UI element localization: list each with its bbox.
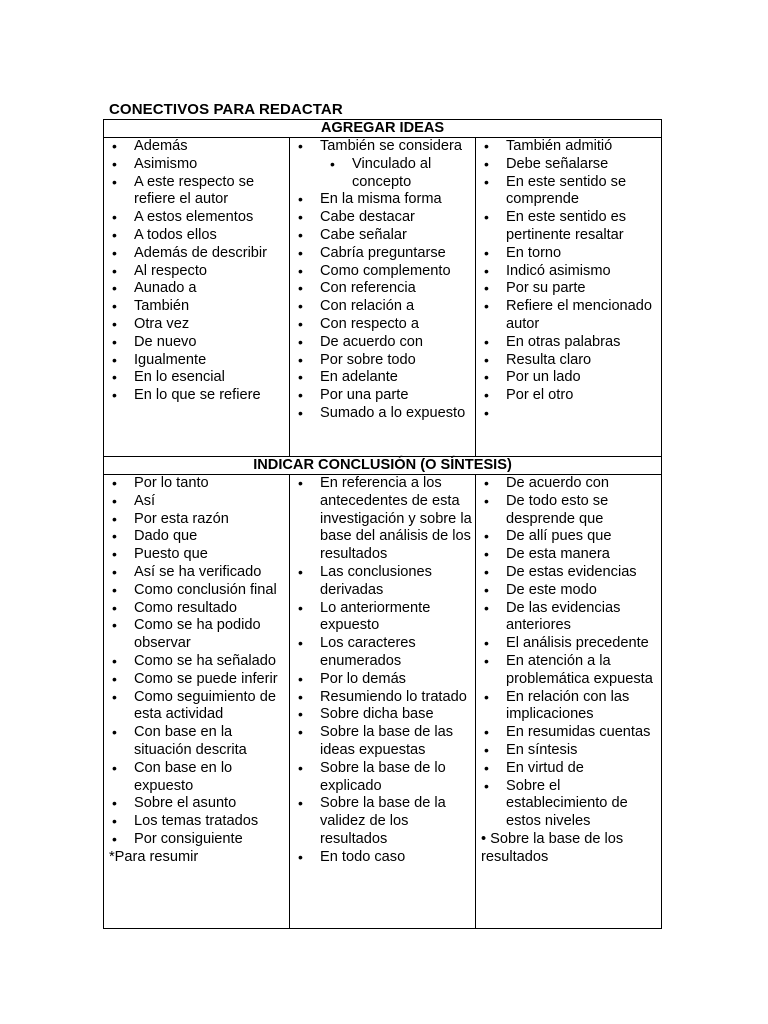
list-item: • Además de describir: [108, 245, 286, 263]
note-line: *Para resumir: [109, 848, 199, 865]
list-item: • A estos elementos: [108, 209, 286, 227]
conclusion-column-1: [104, 475, 290, 929]
conclusion-list-3: [480, 475, 658, 831]
list-item: • Por su parte: [480, 280, 658, 298]
list-item: • En lo que se refiere: [108, 387, 286, 405]
document-title: CONECTIVOS PARA REDACTAR: [109, 101, 343, 118]
list-item: • Las conclusiones derivadas: [294, 564, 472, 600]
list-item: • Con relación a: [294, 298, 472, 316]
section-row-agregar: [104, 138, 662, 457]
list-item: • En resumidas cuentas: [480, 724, 658, 742]
list-item: • Con respecto a: [294, 316, 472, 334]
list-item: • De nuevo: [108, 334, 286, 352]
list-item: • Sobre la base de lo explicado: [294, 760, 472, 796]
list-item: • También admitió: [480, 138, 658, 156]
list-item: • De acuerdo con: [294, 334, 472, 352]
list-item: • En este sentido se comprende: [480, 174, 658, 210]
list-item: • Resumiendo lo tratado: [294, 689, 472, 707]
list-item: • En adelante: [294, 369, 472, 387]
list-item: • Dado que: [108, 528, 286, 546]
list-item: • Cabe señalar: [294, 227, 472, 245]
list-item: • Sobre el asunto: [108, 795, 286, 813]
connectors-table: [103, 119, 662, 929]
list-item: • En la misma forma: [294, 191, 472, 209]
list-item: • Así: [108, 493, 286, 511]
list-item: • Por lo tanto: [108, 475, 286, 493]
list-item: • A todos ellos: [108, 227, 286, 245]
agregar-column-2: [290, 138, 476, 457]
list-item: • Los temas tratados: [108, 813, 286, 831]
conclusion-list-2: [294, 475, 472, 867]
list-item: • Además: [108, 138, 286, 156]
list-item: • Por una parte: [294, 387, 472, 405]
list-item: • Los caracteres enumerados: [294, 635, 472, 671]
list-item: • Sobre dicha base: [294, 706, 472, 724]
list-item: • Asimismo: [108, 156, 286, 174]
list-item: • De estas evidencias: [480, 564, 658, 582]
list-item: • Lo anteriormente expuesto: [294, 600, 472, 636]
tail-line: • Sobre la base de los resultados: [481, 830, 624, 865]
agregar-list-2b: [294, 191, 472, 422]
conclusion-column-3: [476, 475, 662, 929]
list-item: • De todo esto se desprende que: [480, 493, 658, 529]
list-item: • Cabría preguntarse: [294, 245, 472, 263]
list-item: • Por el otro: [480, 387, 658, 405]
list-item: • En virtud de: [480, 760, 658, 778]
conclusion-list-1: [108, 475, 286, 849]
list-item: • Debe señalarse: [480, 156, 658, 174]
list-item: • En lo esencial: [108, 369, 286, 387]
list-item: • Como se ha podido observar: [108, 617, 286, 653]
list-item: • De este modo: [480, 582, 658, 600]
list-item: • En todo caso: [294, 849, 472, 867]
list-item: • Como conclusión final: [108, 582, 286, 600]
section-header-conclusion: [104, 457, 662, 475]
list-item: • También: [108, 298, 286, 316]
agregar-column-1: [104, 138, 290, 457]
list-item: • Como seguimiento de esta actividad: [108, 689, 286, 725]
list-item: • Por lo demás: [294, 671, 472, 689]
list-item: • Por un lado: [480, 369, 658, 387]
list-item: • Cabe destacar: [294, 209, 472, 227]
section-heading-agregar: AGREGAR IDEAS: [104, 120, 662, 138]
list-item: • En síntesis: [480, 742, 658, 760]
list-item: • En otras palabras: [480, 334, 658, 352]
list-item: • En este sentido es pertinente resaltar: [480, 209, 658, 245]
list-item: • En torno: [480, 245, 658, 263]
list-item: • Por consiguiente: [108, 831, 286, 849]
section-row-conclusion: [104, 475, 662, 929]
list-item: • En relación con las implicaciones: [480, 689, 658, 725]
list-item: • Al respecto: [108, 263, 286, 281]
list-subitem: • Vinculado al concepto: [294, 156, 472, 192]
list-item: • Con base en la situación descrita: [108, 724, 286, 760]
conclusion-column-2: [290, 475, 476, 929]
list-item: • Puesto que: [108, 546, 286, 564]
list-item: • Por esta razón: [108, 511, 286, 529]
list-item: • De esta manera: [480, 546, 658, 564]
list-item: • Sobre el establecimiento de estos niveles: [480, 778, 658, 831]
list-item: • Sobre la base de las ideas expuestas: [294, 724, 472, 760]
list-item: • Sumado a lo expuesto: [294, 405, 472, 423]
list-item: • Como complemento: [294, 263, 472, 281]
list-item: • Resulta claro: [480, 352, 658, 370]
agregar-list-1: [108, 138, 286, 405]
list-item: • En referencia a los antecedentes de esta investigación y sobre la base del análisis de los resultados: [294, 475, 472, 564]
list-item: • Sobre la base de la validez de los resultados: [294, 795, 472, 848]
list-item: • Como se puede inferir: [108, 671, 286, 689]
list-item: • Igualmente: [108, 352, 286, 370]
list-item: • Aunado a: [108, 280, 286, 298]
section-header-agregar: [104, 120, 662, 138]
list-item: • También se considera: [294, 138, 472, 156]
section-heading-conclusion: INDICAR CONCLUSIÓN (O SÍNTESIS): [104, 457, 662, 475]
list-item: • Por sobre todo: [294, 352, 472, 370]
list-item: • Como se ha señalado: [108, 653, 286, 671]
list-item: • De allí pues que: [480, 528, 658, 546]
list-item: • Con base en lo expuesto: [108, 760, 286, 796]
list-item: • A este respecto se refiere el autor: [108, 174, 286, 210]
agregar-column-3: [476, 138, 662, 457]
list-item: • El análisis precedente: [480, 635, 658, 653]
list-item: • De las evidencias anteriores: [480, 600, 658, 636]
list-item: • Refiere el mencionado autor: [480, 298, 658, 334]
agregar-list-2: [294, 138, 472, 191]
list-item: • Indicó asimismo: [480, 263, 658, 281]
agregar-list-3: [480, 138, 658, 405]
list-item: • En atención a la problemática expuesta: [480, 653, 658, 689]
list-item: • Así se ha verificado: [108, 564, 286, 582]
list-item: • Otra vez: [108, 316, 286, 334]
list-item: • De acuerdo con: [480, 475, 658, 493]
list-item: • Como resultado: [108, 600, 286, 618]
list-item: • Con referencia: [294, 280, 472, 298]
